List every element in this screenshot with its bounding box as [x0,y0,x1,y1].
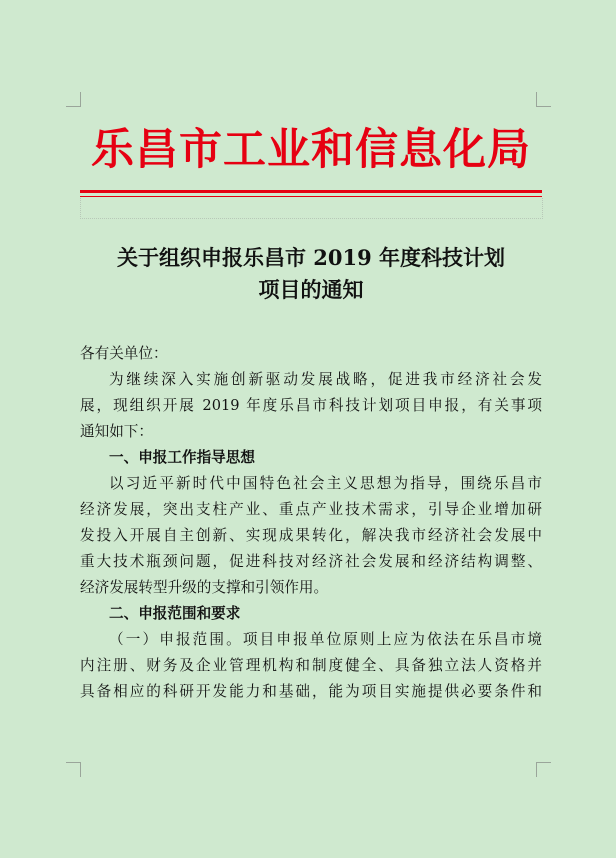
salutation: 各有关单位： [80,345,168,362]
section-2-line-3: 具备相应的科研开发能力和基础，能为项目实施提供必要条件和 [80,683,542,700]
section-1-line-2: 经济发展，突出支柱产业、重点产业技术需求，引导企业增加研 [80,501,542,518]
section-2-line-1: （一）申报范围。项目申报单位原则上应为依法在乐昌市境 [109,631,542,648]
section-1-line-3: 发投入开展自主创新、实现成果转化，解决我市经济社会发展中 [80,527,542,544]
organization-header: 乐昌市工业和信息化局 [91,125,531,175]
section-1-line-4: 重大技术瓶颈问题，促进科技对经济社会发展和经济结构调整、 [80,553,542,570]
crop-mark-top-right [536,92,551,107]
header-red-rule-thin [80,196,542,197]
crop-mark-bottom-left [66,762,81,777]
intro-line-1: 为继续深入实施创新驱动发展战略，促进我市经济社会发 [109,371,542,388]
section-2-line-2: 内注册、财务及企业管理机构和制度健全、具备独立法人资格并 [80,657,542,674]
header-boundary-box [80,198,543,219]
crop-mark-bottom-right [536,762,551,777]
document-title-line-1: 关于组织申报乐昌市 2019 年度科技计划 [116,245,506,270]
intro-line-3: 通知如下： [80,423,153,440]
section-1-line-1: 以习近平新时代中国特色社会主义思想为指导，围绕乐昌市 [109,475,542,492]
document-body [80,341,542,705]
document-title-line-2: 项目的通知 [258,277,364,302]
header-red-rule [80,190,542,193]
section-2-heading: 二、申报范围和要求 [109,605,241,622]
section-1-line-5: 经济发展转型升级的支撑和引领作用。 [80,579,329,596]
section-1-heading: 一、申报工作指导思想 [109,449,255,466]
intro-line-2: 展，现组织开展 2019 年度乐昌市科技计划项目申报，有关事项 [80,397,542,414]
crop-mark-top-left [66,92,81,107]
